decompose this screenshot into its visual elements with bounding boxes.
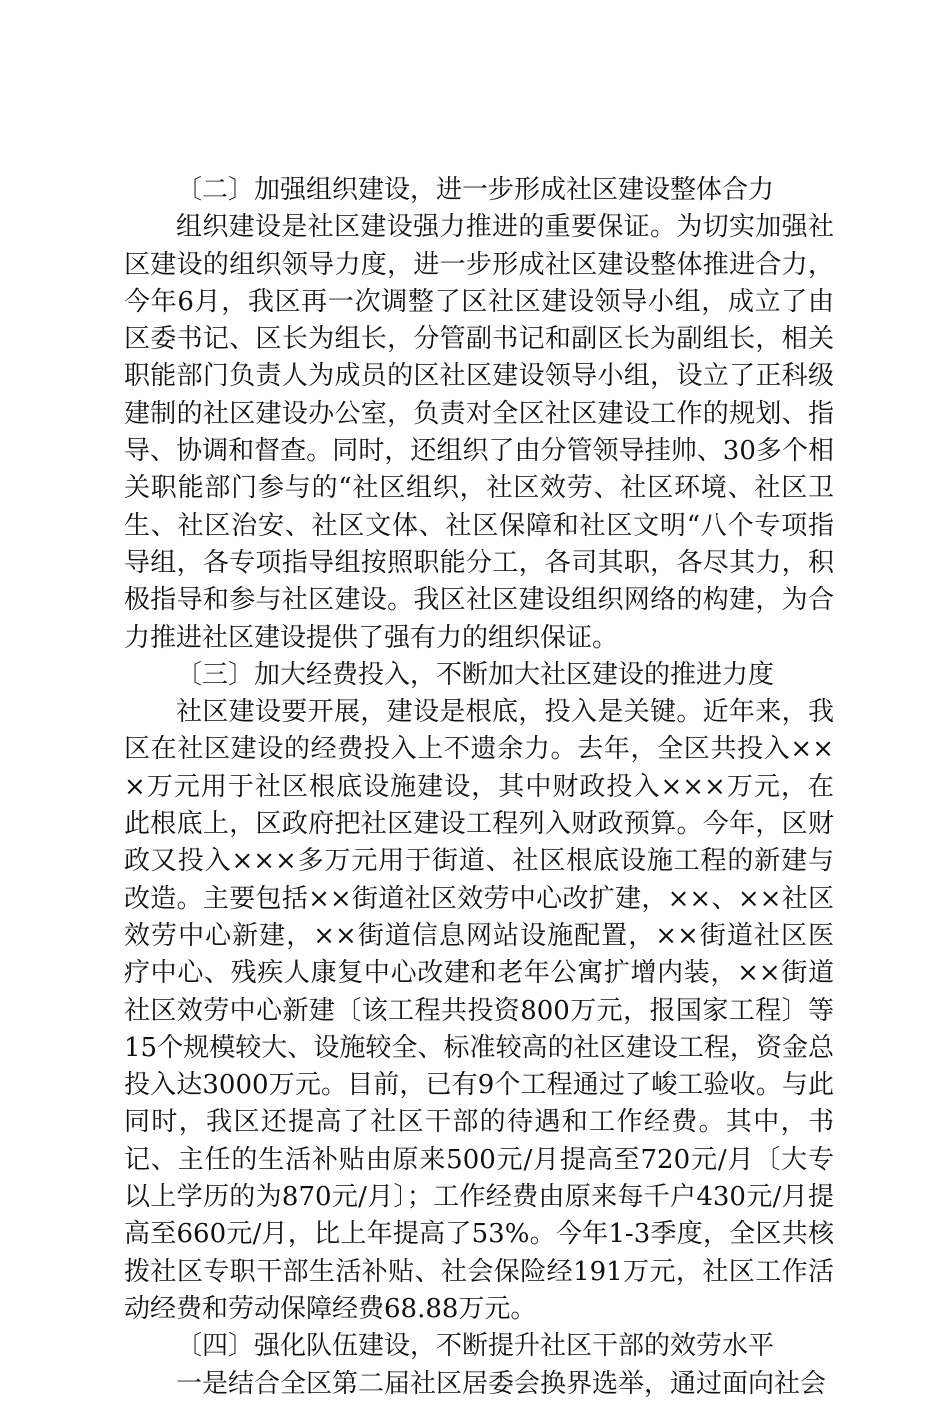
section-heading-3: 〔三〕加大经费投入，不断加大社区建设的推进力度 bbox=[176, 659, 775, 690]
paragraph-organization: 组织建设是社区建设强力推进的重要保证。为切实加强社区建设的组织领导力度，进一步形成社区建设整体推进合力，今年6月，我区再一次调整了区社区建设领导小组，成立了由区委书记、区长为组长，分管副书记和副区长为副组长，相关职能部门负责人为成员的区社区建设领导小组，设立了正科级建制的社区建设办公室，负责对全区社区建设工作的规划、指导、协调和督查。同时，还组织了由分管领导挂帅、30多个相关职能部门参与的“社区组织，社区效劳、社区环境、社区卫生、社区治安、社区文体、社区保障和社区文明“八个专项指导组，各专项指导组按照职能分工，各司其职，各尽其力，积极指导和参与社区建设。我区社区建设组织网络的构建，为合力推进社区建设提供了强有力的组织保证。 bbox=[124, 212, 834, 653]
section-heading-2: 〔二〕加强组织建设，进一步形成社区建设整体合力 bbox=[176, 175, 775, 205]
document-body bbox=[124, 172, 834, 1403]
paragraph-team: 一是结合全区第二届社区居委会换界选举，通过面向社会 bbox=[176, 1368, 827, 1399]
section-heading-4: 〔四〕强化队伍建设，不断提升社区干部的效劳水平 bbox=[176, 1331, 775, 1362]
paragraph-funding: 社区建设要开展，建设是根底，投入是关键。近年来，我区在社区建设的经费投入上不遗余力。去年，全区共投入×××万元用于社区根底设施建设，其中财政投入×××万元，在此根底上，区政府把社区建设工程列入财政预算。今年，区财政又投入×××多万元用于街道、社区根底设施工程的新建与改造。主要包括××街道社区效劳中心改扩建，××、××社区效劳中心新建，××街道信息网站设施配置，××街道社区医疗中心、残疾人康复中心改建和老年公寓扩增内装，××街道社区效劳中心新建〔该工程共投资800万元，报国家工程〕等15个规模较大、设施较全、标准较高的社区建设工程，资金总投入达3000万元。目前，已有9个工程通过了峻工验收。与此同时，我区还提高了社区干部的待遇和工作经费。其中，书记、主任的生活补贴由原来500元/月提高至720元/月〔大专以上学历的为870元/月〕；工作经费由原来每千户430元/月提高至660元/月，比上年提高了53%。今年1-3季度，全区共核拨社区专职干部生活补贴、社会保险经191万元，社区工作活动经费和劳动保障经费68.88万元。 bbox=[124, 697, 834, 1324]
